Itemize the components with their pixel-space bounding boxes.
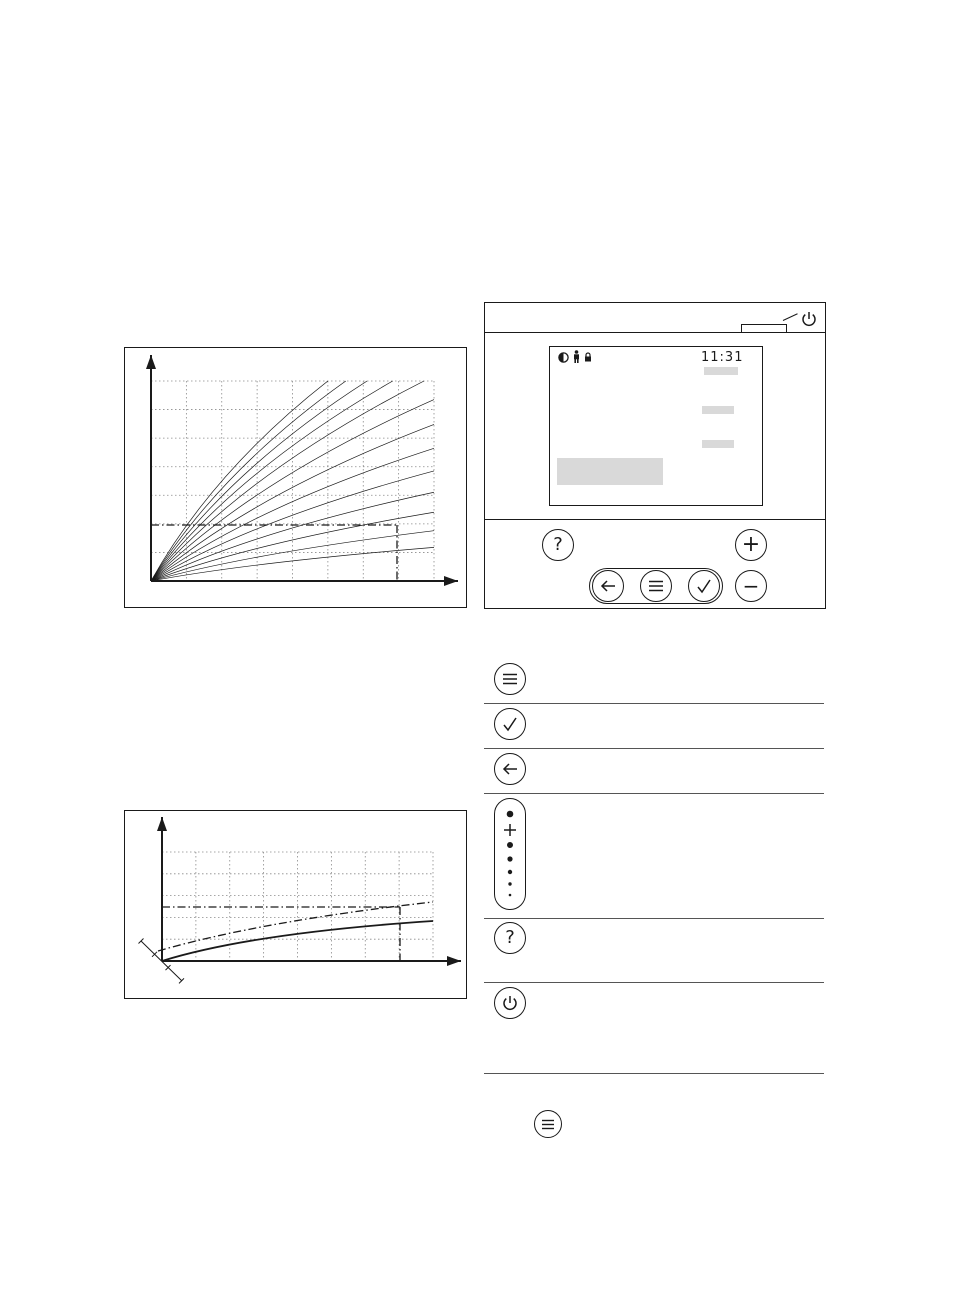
plus-button[interactable] (735, 529, 767, 561)
confirm-button[interactable] (688, 570, 720, 602)
legend-check-icon (494, 708, 526, 740)
panel-bottom-divider (485, 519, 825, 520)
legend-divider-3 (484, 793, 824, 794)
inline-menu-icon (534, 1110, 562, 1138)
selected-row-highlight (557, 458, 663, 485)
menu-icon (502, 673, 518, 685)
check-icon (502, 716, 518, 732)
power-slot (741, 324, 787, 333)
offset-chart-x-arrow (447, 956, 461, 966)
power-button[interactable] (801, 311, 817, 327)
power-leader-line (783, 313, 798, 321)
legend-help-icon (494, 922, 526, 954)
legend-divider-6 (484, 1073, 824, 1074)
legend-divider-5 (484, 982, 824, 983)
menu-icon (541, 1119, 555, 1130)
back-arrow-icon (502, 762, 518, 776)
menu-button[interactable] (640, 570, 672, 602)
heating-curve-chart-frame (124, 347, 467, 608)
dots-plus-icon (495, 799, 525, 909)
heating-curve (151, 381, 328, 581)
power-icon (502, 995, 518, 1011)
value-bar-2 (702, 406, 734, 414)
legend-back-icon (494, 753, 526, 785)
value-bar-1 (704, 367, 738, 375)
room-offset-chart-frame (124, 810, 467, 999)
clock-display: 11:31 (701, 350, 744, 365)
back-button[interactable] (592, 570, 624, 602)
heating-curve (151, 381, 393, 581)
legend-dots-plus-icon (494, 798, 526, 910)
back-arrow-icon (600, 579, 616, 593)
lock-icon (584, 352, 592, 362)
heating-curve (151, 381, 424, 581)
help-button[interactable] (542, 529, 574, 561)
person-icon (572, 350, 581, 363)
check-icon (696, 578, 712, 594)
offset-chart-y-arrow (157, 817, 167, 831)
control-panel (484, 302, 826, 609)
help-icon: ? (553, 534, 563, 555)
weather-icon (558, 352, 569, 363)
legend-divider-1 (484, 703, 824, 704)
minus-icon: − (742, 574, 760, 598)
heating-chart-y-arrow (146, 355, 156, 369)
plus-icon: + (741, 532, 761, 557)
offset-curve-dashdot (158, 902, 433, 951)
legend-menu-icon (494, 663, 526, 695)
room-offset-chart (125, 811, 468, 1000)
power-icon (801, 311, 817, 327)
menu-icon (648, 580, 664, 592)
minus-button[interactable] (735, 570, 767, 602)
heating-curve (151, 512, 434, 581)
heating-chart-x-arrow (444, 576, 458, 586)
value-bar-3 (702, 440, 734, 448)
legend-divider-4 (484, 918, 824, 919)
display-screen (549, 346, 763, 506)
legend-power-icon (494, 987, 526, 1019)
legend-divider-2 (484, 748, 824, 749)
heating-curve-chart (125, 348, 468, 609)
help-icon: ? (505, 927, 515, 948)
